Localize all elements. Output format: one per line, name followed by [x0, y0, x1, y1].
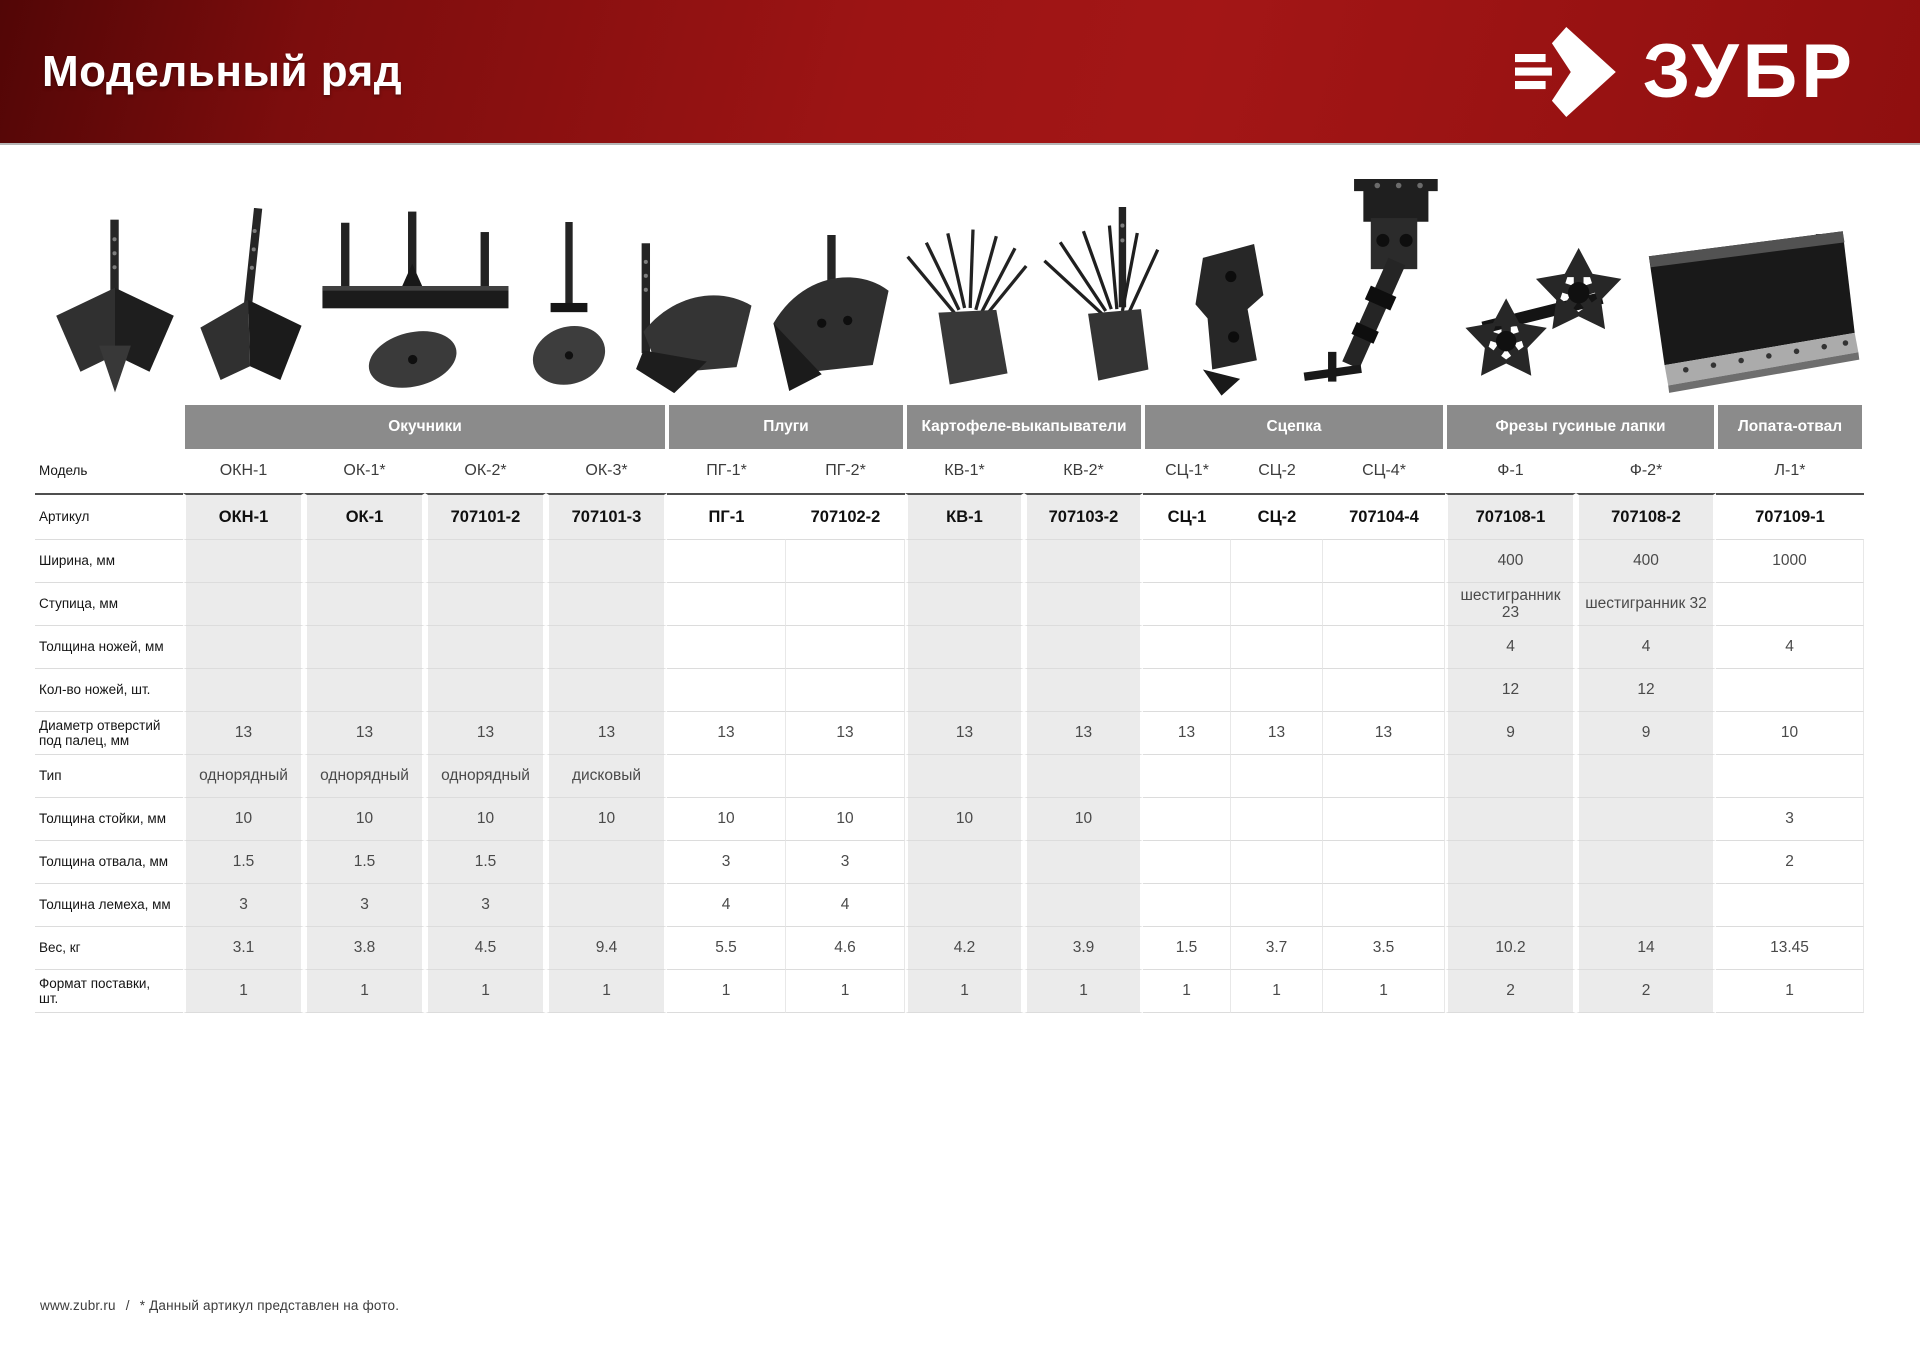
spec-cell: 1.5: [1143, 926, 1231, 969]
spec-cell: [1143, 625, 1231, 668]
spec-cell: [1576, 883, 1716, 926]
table-row: [35, 539, 1864, 582]
table-row: [35, 668, 1864, 711]
spec-cell: 4: [1576, 625, 1716, 668]
spec-cell: 13: [1143, 711, 1231, 754]
spec-cell: 3: [786, 840, 905, 883]
potato-digger-kv2-photo: [1037, 207, 1167, 397]
spec-cell: [1576, 797, 1716, 840]
spec-cell: [425, 539, 546, 582]
spec-cell: 707108-1: [1445, 493, 1576, 539]
spec-cell: [425, 582, 546, 625]
zubr-arrow-icon: [1515, 26, 1623, 118]
group-header-6: Лопата-отвал: [1716, 405, 1864, 449]
spec-cell: ОК-3*: [585, 462, 628, 480]
double-hiller-frame-photo: [315, 206, 515, 397]
spec-table-body: [35, 449, 1864, 1013]
spec-cell: [1143, 582, 1231, 625]
spec-cell: 10: [786, 797, 905, 840]
spec-cell: 1: [1323, 969, 1445, 1013]
spec-cell: 2: [1445, 969, 1576, 1013]
row-label: Модель: [39, 463, 88, 479]
spec-cell: [1024, 754, 1143, 797]
footnote: * Данный артикул представлен на фото.: [139, 1298, 400, 1313]
spec-cell: 3: [1716, 797, 1864, 840]
spec-cell: [667, 539, 786, 582]
spec-cell: ПГ-2*: [825, 462, 866, 480]
spec-cell: [1323, 582, 1445, 625]
spec-cell: 10: [304, 797, 425, 840]
spec-cell: КВ-1*: [944, 462, 985, 480]
spec-cell: 10: [546, 797, 667, 840]
spec-cell: ОК-1*: [343, 462, 386, 480]
spec-cell: 4.2: [905, 926, 1024, 969]
hitch-assembly-photo: [1289, 179, 1447, 397]
spec-cell: 1: [1024, 969, 1143, 1013]
spec-cell: [667, 668, 786, 711]
spec-cell: 3: [183, 883, 304, 926]
table-row: [35, 711, 1864, 754]
spec-cell: 13: [905, 711, 1024, 754]
spec-cell: [1323, 539, 1445, 582]
spec-cell: [905, 539, 1024, 582]
page-footer: [40, 1298, 399, 1313]
spec-cell: 13: [1231, 711, 1323, 754]
hitch-bracket-photo: [1175, 230, 1282, 397]
spec-cell: 707102-2: [786, 493, 905, 539]
spec-cell: 1: [183, 969, 304, 1013]
spec-cell: [1024, 840, 1143, 883]
spec-cell: [1231, 883, 1323, 926]
spec-cell: ПГ-1*: [706, 462, 747, 480]
spec-cell: [905, 840, 1024, 883]
spec-cell: [1143, 668, 1231, 711]
spec-cell: [1024, 883, 1143, 926]
group-header-2: Плуги: [667, 405, 905, 449]
spec-cell: 10: [425, 797, 546, 840]
page-title: Модельный ряд: [42, 46, 403, 96]
footer-separator: /: [125, 1298, 130, 1313]
spec-cell: 1: [667, 969, 786, 1013]
spec-cell: 4: [667, 883, 786, 926]
spec-cell: 4: [1445, 625, 1576, 668]
row-label: Ширина, мм: [35, 539, 183, 582]
spec-cell: [1323, 754, 1445, 797]
spec-cell: 12: [1445, 668, 1576, 711]
spec-cell: [1576, 840, 1716, 883]
spec-cell: [786, 539, 905, 582]
spec-cell: Л-1*: [1774, 462, 1806, 480]
spec-cell: [905, 883, 1024, 926]
spec-cell: 13: [546, 711, 667, 754]
spec-cell: [1323, 625, 1445, 668]
spec-cell: 1: [1231, 969, 1323, 1013]
spec-cell: 4: [1716, 625, 1864, 668]
row-label: Толщина лемеха, мм: [35, 883, 183, 926]
spec-cell: 3.9: [1024, 926, 1143, 969]
spec-cell: 3.8: [304, 926, 425, 969]
spec-cell: СЦ-2: [1258, 462, 1296, 480]
spec-cell: [1143, 797, 1231, 840]
row-label: Диаметр отверстий под палец, мм: [35, 711, 183, 754]
plow-pg1-photo: [623, 220, 758, 397]
spec-cell: 1.5: [304, 840, 425, 883]
spec-cell: ОК-2*: [464, 462, 507, 480]
spec-cell: [1445, 797, 1576, 840]
spec-cell: [1323, 840, 1445, 883]
spec-cell: [1231, 668, 1323, 711]
row-label: Тип: [35, 754, 183, 797]
spec-table-head: [35, 405, 1864, 449]
spec-cell: [1716, 582, 1864, 625]
spec-cell: [667, 582, 786, 625]
table-row: [35, 582, 1864, 625]
spec-cell: 9.4: [546, 926, 667, 969]
spec-cell: [546, 582, 667, 625]
spec-cell: шестигранник 32: [1576, 582, 1716, 625]
spec-cell: [1231, 539, 1323, 582]
spec-cell: [1716, 668, 1864, 711]
spec-cell: [1576, 754, 1716, 797]
table-row: [35, 797, 1864, 840]
spec-cell: 13: [786, 711, 905, 754]
spec-cell: 13: [304, 711, 425, 754]
spec-cell: [183, 582, 304, 625]
spec-cell: [1231, 754, 1323, 797]
disc-hiller-photo: [523, 222, 615, 397]
spec-cell: дисковый: [546, 754, 667, 797]
row-label: Кол-во ножей, шт.: [35, 668, 183, 711]
row-label: Толщина ножей, мм: [35, 625, 183, 668]
goose-foot-cutters-photo: [1455, 197, 1627, 397]
spec-cell: СЦ-2: [1231, 493, 1323, 539]
spec-cell: [786, 754, 905, 797]
spec-cell: 707104-4: [1323, 493, 1445, 539]
spec-cell: [546, 625, 667, 668]
spec-cell: [425, 668, 546, 711]
spec-cell: [1231, 840, 1323, 883]
spec-cell: СЦ-4*: [1362, 462, 1406, 480]
spec-cell: СЦ-1: [1143, 493, 1231, 539]
brand-name: ЗУБР: [1642, 28, 1856, 114]
spec-cell: [1323, 797, 1445, 840]
spec-cell: [183, 668, 304, 711]
table-row: [35, 493, 1864, 539]
spec-cell: 1.5: [425, 840, 546, 883]
spec-cell: ОК-1: [304, 493, 425, 539]
spec-cell: [304, 539, 425, 582]
spec-cell: [905, 668, 1024, 711]
spec-cell: 1: [546, 969, 667, 1013]
spec-cell: [1231, 797, 1323, 840]
spec-cell: [786, 582, 905, 625]
spec-cell: [304, 668, 425, 711]
spec-cell: [1024, 539, 1143, 582]
spec-cell: 13: [183, 711, 304, 754]
spec-cell: 9: [1576, 711, 1716, 754]
spec-cell: 707103-2: [1024, 493, 1143, 539]
row-label: Формат поставки, шт.: [35, 969, 183, 1013]
spec-cell: 1: [905, 969, 1024, 1013]
spec-cell: [1231, 582, 1323, 625]
spec-cell: 1: [304, 969, 425, 1013]
group-header-1: Окучники: [183, 405, 667, 449]
spec-cell: однорядный: [425, 754, 546, 797]
spec-cell: 1.5: [183, 840, 304, 883]
spec-cell: [1323, 668, 1445, 711]
row-label: Вес, кг: [35, 926, 183, 969]
spec-cell: [786, 668, 905, 711]
table-row: [35, 883, 1864, 926]
spec-cell: 10.2: [1445, 926, 1576, 969]
spec-cell: 3.5: [1323, 926, 1445, 969]
spec-cell: [1024, 582, 1143, 625]
spec-cell: 13: [1024, 711, 1143, 754]
spec-cell: [667, 754, 786, 797]
spec-cell: 10: [667, 797, 786, 840]
spec-cell: [905, 582, 1024, 625]
spec-cell: 10: [1716, 711, 1864, 754]
spec-cell: [667, 625, 786, 668]
spec-cell: 3.1: [183, 926, 304, 969]
table-row: [35, 449, 1864, 493]
spec-cell: 1: [425, 969, 546, 1013]
spec-cell: Ф-1: [1497, 462, 1524, 480]
group-header-4: Сцепка: [1143, 405, 1445, 449]
spec-cell: [425, 625, 546, 668]
spec-cell: [1024, 625, 1143, 668]
spec-cell: 3: [304, 883, 425, 926]
spec-cell: [786, 625, 905, 668]
potato-digger-kv1-photo: [903, 224, 1029, 397]
spec-cell: 13: [667, 711, 786, 754]
spec-cell: 1: [1716, 969, 1864, 1013]
spec-cell: 4.5: [425, 926, 546, 969]
spec-cell: [304, 625, 425, 668]
spec-cell: ОКН-1: [219, 462, 268, 480]
table-row: [35, 969, 1864, 1013]
blade-shovel-photo: [1635, 199, 1875, 397]
spec-cell: [304, 582, 425, 625]
row-label: Артикул: [35, 493, 183, 539]
group-header-5: Фрезы гусиные лапки: [1445, 405, 1716, 449]
row-label: Толщина стойки, мм: [35, 797, 183, 840]
row-label: Толщина отвала, мм: [35, 840, 183, 883]
spec-cell: 13: [1323, 711, 1445, 754]
spec-cell: 3: [667, 840, 786, 883]
spec-cell: 10: [183, 797, 304, 840]
spec-cell: [1024, 668, 1143, 711]
spec-cell: 3: [425, 883, 546, 926]
spec-cell: 1000: [1716, 539, 1864, 582]
spec-cell: 2: [1576, 969, 1716, 1013]
spec-cell: [1143, 883, 1231, 926]
spec-cell: Ф-2*: [1629, 462, 1663, 480]
spec-cell: СЦ-1*: [1165, 462, 1209, 480]
spec-cell: [1445, 754, 1576, 797]
spec-cell: 13: [425, 711, 546, 754]
spec-cell: ОКН-1: [183, 493, 304, 539]
spec-cell: [1445, 840, 1576, 883]
spec-cell: однорядный: [304, 754, 425, 797]
spec-cell: однорядный: [183, 754, 304, 797]
spec-cell: [905, 625, 1024, 668]
spec-cell: КВ-2*: [1063, 462, 1104, 480]
table-row: [35, 926, 1864, 969]
hiller-ok-photo: [193, 208, 308, 397]
site-url[interactable]: www.zubr.ru: [40, 1298, 116, 1313]
brand-logo: [1515, 26, 1856, 118]
spec-cell: 3.7: [1231, 926, 1323, 969]
group-header-3: Картофеле-выкапыватели: [905, 405, 1143, 449]
table-row: [35, 840, 1864, 883]
spec-cell: 10: [1024, 797, 1143, 840]
spec-cell: 5.5: [667, 926, 786, 969]
spec-cell: [1716, 754, 1864, 797]
spec-cell: 13.45: [1716, 926, 1864, 969]
row-label: Ступица, мм: [35, 582, 183, 625]
plow-pg2-photo: [766, 235, 896, 398]
spec-cell: 1: [1143, 969, 1231, 1013]
spec-cell: [183, 625, 304, 668]
table-row: [35, 754, 1864, 797]
spec-cell: 2: [1716, 840, 1864, 883]
spec-cell: КВ-1: [905, 493, 1024, 539]
spec-cell: 707108-2: [1576, 493, 1716, 539]
spec-cell: [1143, 539, 1231, 582]
group-header-row: [35, 405, 1864, 449]
spec-cell: [1445, 883, 1576, 926]
spec-cell: [1716, 883, 1864, 926]
spec-cell: [546, 840, 667, 883]
spec-table: [35, 405, 1864, 1013]
spec-cell: ПГ-1: [667, 493, 786, 539]
spec-cell: 10: [905, 797, 1024, 840]
spec-cell: 14: [1576, 926, 1716, 969]
spec-cell: [546, 539, 667, 582]
product-photos: [45, 159, 1875, 397]
spec-cell: [1143, 754, 1231, 797]
spec-cell: 707109-1: [1716, 493, 1864, 539]
spec-cell: 4: [786, 883, 905, 926]
header-banner: [0, 0, 1920, 145]
spec-cell: [905, 754, 1024, 797]
table-row: [35, 625, 1864, 668]
spec-cell: 12: [1576, 668, 1716, 711]
spec-cell: [183, 539, 304, 582]
spec-cell: 400: [1576, 539, 1716, 582]
spec-cell: 1: [786, 969, 905, 1013]
spec-cell: [546, 883, 667, 926]
hiller-okn-photo: [45, 215, 185, 397]
corner-cell: [35, 405, 183, 449]
spec-cell: 707101-3: [546, 493, 667, 539]
spec-cell: [1323, 883, 1445, 926]
spec-cell: [1231, 625, 1323, 668]
spec-cell: 4.6: [786, 926, 905, 969]
spec-cell: 707101-2: [425, 493, 546, 539]
spec-cell: шестигранник 23: [1445, 582, 1576, 625]
spec-cell: [546, 668, 667, 711]
spec-cell: 9: [1445, 711, 1576, 754]
spec-cell: [1143, 840, 1231, 883]
spec-cell: 400: [1445, 539, 1576, 582]
